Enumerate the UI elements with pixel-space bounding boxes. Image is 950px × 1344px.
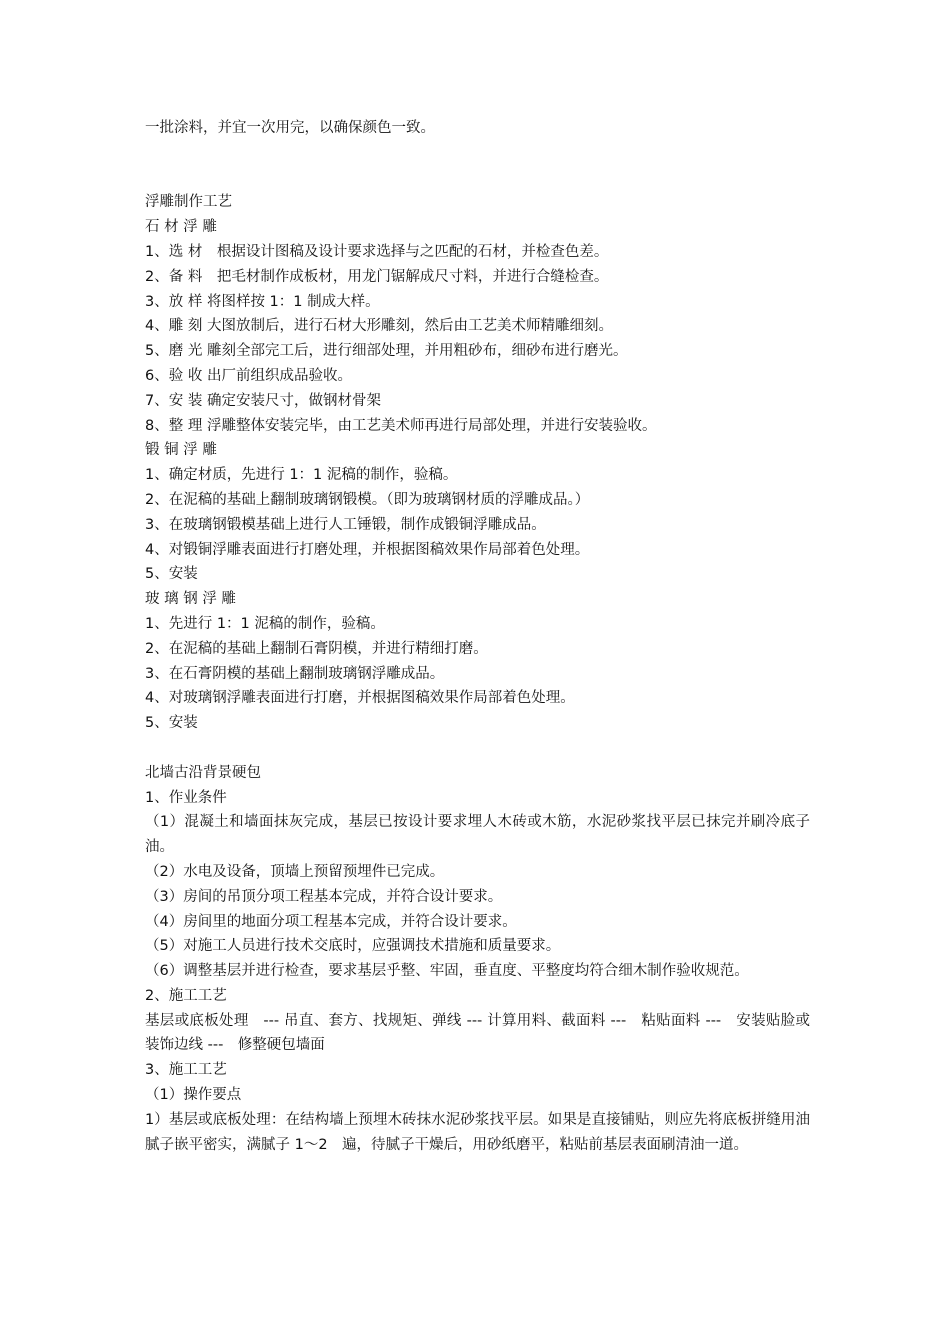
condition-item: （3）房间的吊顶分项工程基本完成，并符合设计要求。: [145, 888, 503, 905]
document-page: [145, 116, 810, 1157]
spacer: [145, 141, 810, 191]
condition-item: （4）房间里的地面分项工程基本完成，并符合设计要求。: [145, 913, 517, 930]
copper-step: 2、在泥稿的基础上翻制玻璃钢锻模。（即为玻璃钢材质的浮雕成品。）: [145, 491, 590, 508]
frp-step: 2、在泥稿的基础上翻制石膏阴模，并进行精细打磨。: [145, 640, 488, 657]
stone-step: 6、验 收 出厂前组织成品验收。: [145, 367, 352, 384]
process-heading: 2、施工工艺: [145, 987, 227, 1004]
process2-heading: 3、施工工艺: [145, 1062, 227, 1079]
frp-step: 4、对玻璃钢浮雕表面进行打磨，并根据图稿效果作局部着色处理。: [145, 690, 575, 707]
stone-step: 5、磨 光 雕刻全部完工后，进行细部处理，并用粗砂布，细砂布进行磨光。: [145, 343, 628, 360]
frp-relief-heading: 玻 璃 钢 浮 雕: [145, 591, 236, 608]
key-points-heading: （1）操作要点: [145, 1087, 242, 1104]
intro-paragraph: 一批涂料，并宜一次用完，以确保颜色一致。: [145, 120, 435, 136]
wall-section-title: 北墙古沿背景硬包: [145, 764, 261, 781]
stone-step: 4、雕 刻 大图放制后，进行石材大形雕刻，然后由工艺美术师精雕细刻。: [145, 318, 613, 335]
stone-step: 1、选 材 根据设计图稿及设计要求选择与之匹配的石材，并检查色差。: [145, 243, 609, 260]
copper-step: 4、对锻铜浮雕表面进行打磨处理，并根据图稿效果作局部着色处理。: [145, 541, 590, 558]
process-flow: 基层或底板处理 --- 吊直、套方、找规矩、弹线 --- 计算用料、截面料 --- 粘贴面料 --- 安装贴脸或装饰边线 --- 修整硬包墙面: [145, 1012, 810, 1054]
spacer: [145, 736, 810, 761]
condition-item: （6）调整基层并进行检查，要求基层乎整、牢固，垂直度、平整度均符合细木制作验收规范。: [145, 963, 749, 980]
copper-step: 1、确定材质，先进行 1：1 泥稿的制作，验稿。: [145, 467, 458, 484]
stone-step: 3、放 样 将图样按 1：1 制成大样。: [145, 293, 380, 310]
stone-step: 8、整 理 浮雕整体安装完毕，由工艺美术师再进行局部处理，并进行安装验收。: [145, 417, 657, 434]
copper-step: 5、安装: [145, 566, 198, 583]
key-point-paragraph: 1）基层或底板处理：在结构墙上预埋木砖抹水泥砂浆找平层。如果是直接铺贴，则应先将底板拼缝用油腻子嵌平密实，满腻子 1～2 遍，待腻子干燥后，用砂纸磨平，粘贴前基层表面刷清油一道。: [145, 1111, 810, 1153]
frp-step: 3、在石膏阴模的基础上翻制玻璃钢浮雕成品。: [145, 665, 445, 682]
copper-relief-heading: 锻 铜 浮 雕: [145, 442, 217, 459]
stone-step: 2、备 料 把毛材制作成板材，用龙门锯解成尺寸料，并进行合缝检查。: [145, 268, 609, 285]
frp-step: 5、安装: [145, 715, 198, 732]
condition-item: （2）水电及设备，顶墙上预留预埋件已完成。: [145, 863, 445, 880]
relief-section-title: 浮雕制作工艺: [145, 194, 232, 211]
stone-step: 7、安 装 确定安装尺寸，做钢材骨架: [145, 392, 381, 409]
condition-item: （5）对施工人员进行技术交底时，应强调技术措施和质量要求。: [145, 938, 561, 955]
conditions-heading: 1、作业条件: [145, 789, 227, 806]
frp-step: 1、先进行 1：1 泥稿的制作，验稿。: [145, 615, 385, 632]
condition-item: （1）混凝土和墙面抹灰完成，基层已按设计要求埋人木砖或木筋，水泥砂浆找平层已抹完并刷冷底子油。: [145, 814, 810, 856]
copper-step: 3、在玻璃钢锻模基础上进行人工锤锻，制作成锻铜浮雕成品。: [145, 516, 546, 533]
stone-relief-heading: 石 材 浮 雕: [145, 219, 217, 236]
